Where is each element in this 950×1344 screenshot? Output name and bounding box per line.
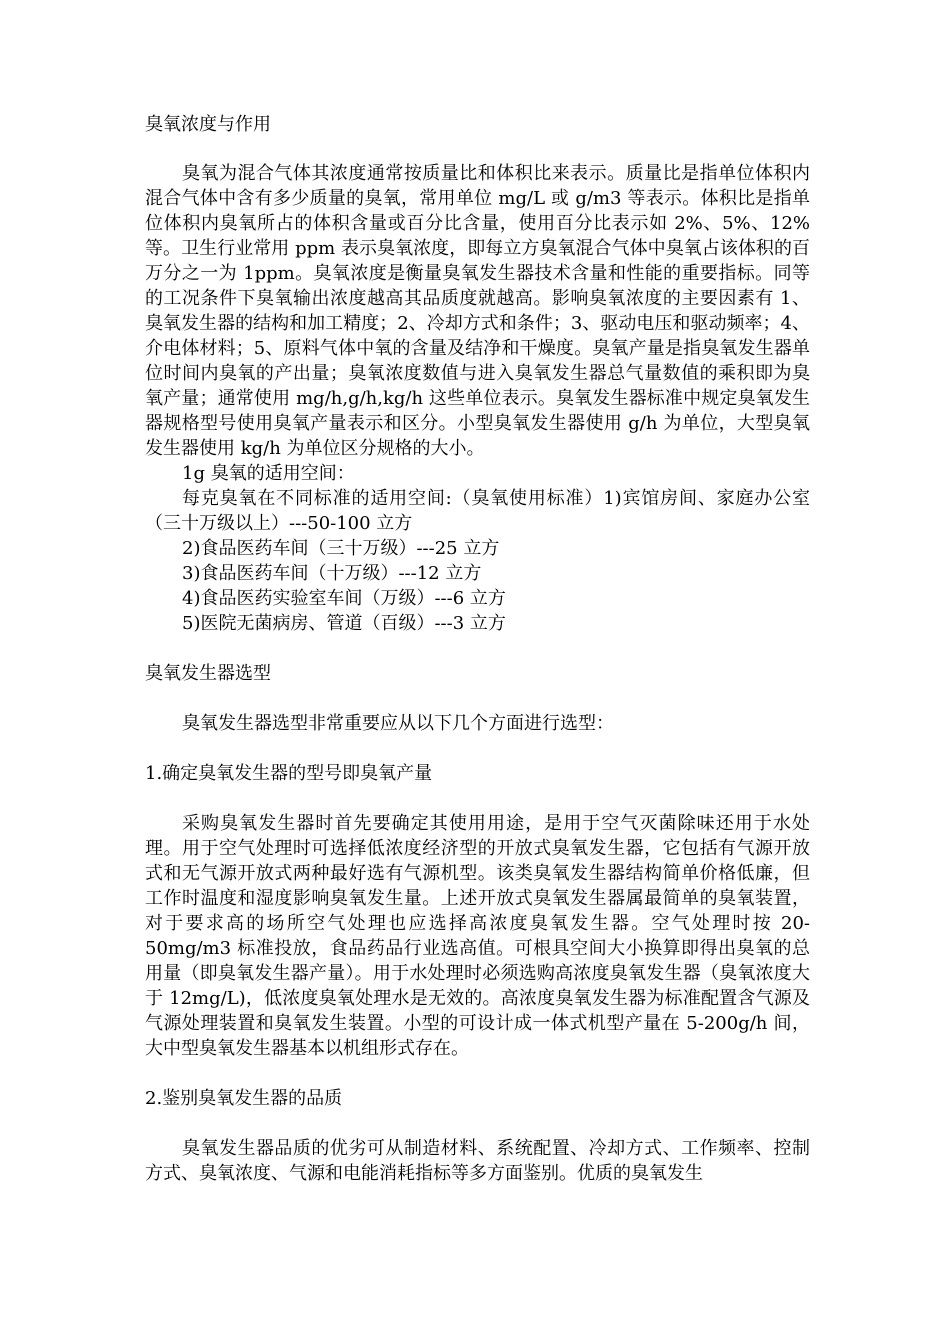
paragraph-ozone-concentration: 臭氧为混合气体其浓度通常按质量比和体积比来表示。质量比是指单位体积内混合气体中含有多少质量的臭氧，常用单位 mg/L 或 g/m3 等表示。体积比是指单位体积内臭氧所占的体积含量或百分比含量，使用百分比表示如 2%、5%、12%等。卫生行业常用 ppm 表示臭氧浓度，即每立方臭氧混合气体中臭氧占该体积的百万分之一为 1ppm。臭氧浓度是衡量臭氧发生器技术含量和性能的重要指标。同等的工况条件下臭氧输出浓度越高其品质度就越高。影响臭氧浓度的主要因素有 1、臭氧发生器的结构和加工精度；2、冷却方式和条件；3、驱动电压和驱动频率；4、介电体材料；5、原料气体中氧的含量及结净和干燥度。臭氧产量是指臭氧发生器单位时间内臭氧的产出量；臭氧浓度数值与进入臭氧发生器总气量数值的乘积即为臭氧产量；通常使用 mg/h,g/h,kg/h 这些单位表示。臭氧发生器标准中规定臭氧发生器规格型号使用臭氧产量表示和区分。小型臭氧发生器使用 g/h 为单位，大型臭氧发生器使用 kg/h 为单位区分规格的大小。 — [145, 163, 810, 459]
paragraph-model: 采购臭氧发生器时首先要确定其使用用途，是用于空气灭菌除味还用于水处理。用于空气处理时可选择低浓度经济型的开放式臭氧发生器，它包括有气源开放式和无气源开放式两种最好选有气源机型。该类臭氧发生器结构简单价格低廉，但工作时温度和湿度影响臭氧发生量。上述开放式臭氧发生器属最简单的臭氧装置，对于要求高的场所空气处理也应选择高浓度臭氧发生器。空气处理时按 20-50mg/m3 标准投放，食品药品行业选高值。可根具空间大小换算即得出臭氧的总用量（即臭氧发生器产量）。用于水处理时必须选购高浓度臭氧发生器（臭氧浓度大于 12mg/L)，低浓度臭氧处理水是无效的。高浓度臭氧发生器为标准配置含气源及气源处理装置和臭氧发生装置。小型的可设计成一体式机型产量在 5-200g/h 间，大中型臭氧发生器基本以机组形式存在。 — [145, 813, 810, 1059]
space-item-5: 5)医院无菌病房、管道（百级）---3 立方 — [182, 613, 506, 634]
section-title-selection: 臭氧发生器选型 — [145, 663, 271, 684]
space-item-2: 2)食品医药车间（三十万级）---25 立方 — [182, 538, 500, 559]
selection-intro: 臭氧发生器选型非常重要应从以下几个方面进行选型： — [182, 713, 614, 734]
space-item-3: 3)食品医药车间（十万级）---12 立方 — [182, 563, 482, 584]
section-title-model: 1.确定臭氧发生器的型号即臭氧产量 — [145, 763, 433, 784]
paragraph-quality: 臭氧发生器品质的优劣可从制造材料、系统配置、冷却方式、工作频率、控制方式、臭氧浓度、气源和电能消耗指标等多方面鉴别。优质的臭氧发生 — [145, 1138, 810, 1184]
document-page — [145, 112, 810, 1186]
space-title: 1g 臭氧的适用空间： — [182, 463, 355, 484]
space-intro: 每克臭氧在不同标准的适用空间:（臭氧使用标准）1)宾馆房间、家庭办公室（三十万级以上）---50-100 立方 — [145, 488, 810, 534]
section-title-quality: 2.鉴别臭氧发生器的品质 — [145, 1088, 343, 1109]
space-item-4: 4)食品医药实验室车间（万级）---6 立方 — [182, 588, 506, 609]
section-title-ozone-concentration: 臭氧浓度与作用 — [145, 114, 271, 135]
